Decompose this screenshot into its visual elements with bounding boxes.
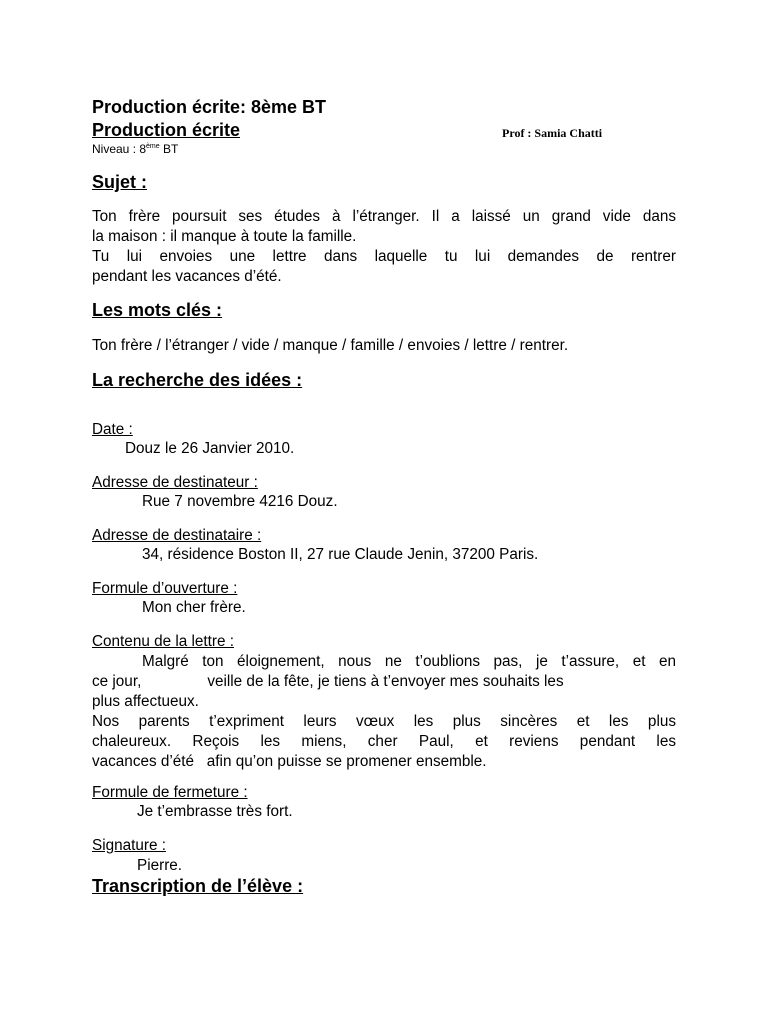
letter-line: chaleureux. Reçois les miens, cher Paul, et reviens pendant les: [92, 733, 676, 750]
sujet-line: Ton frère poursuit ses études à l’étranger. Il a laissé un grand vide dans: [92, 208, 676, 225]
sujet-line: pendant les vacances d’été.: [92, 268, 282, 285]
letter-line: Nos parents t’expriment leurs vœux les plus sincères et les plus: [92, 713, 676, 730]
letter-line: [92, 672, 676, 692]
teacher-name: Prof : Samia Chatti: [502, 126, 603, 140]
transcription-heading: Transcription de l’élève :: [92, 876, 304, 896]
sender-address-value: Rue 7 novembre 4216 Douz.: [142, 493, 338, 510]
level-superscript: ème: [146, 143, 160, 150]
sujet-line: la maison : il manque à toute la famille.: [92, 228, 357, 245]
sender-address-label: Adresse de destinateur :: [92, 474, 258, 491]
level-line: [92, 142, 178, 156]
date-label: Date :: [92, 421, 133, 438]
closing-formula-label: Formule de fermeture :: [92, 784, 248, 801]
document-subtitle: Production écrite: [92, 120, 241, 140]
opening-formula-value: Mon cher frère.: [142, 599, 246, 616]
letter-line-end: veille de la fête, je tiens à t’envoyer mes souhaits les: [207, 673, 564, 690]
closing-formula-value: Je t’embrasse très fort.: [137, 803, 293, 820]
sujet-paragraph: [92, 207, 676, 287]
level-prefix: Niveau : 8: [92, 142, 147, 156]
letter-line: plus affectueux.: [92, 693, 199, 710]
letter-line: vacances d’été afin qu’on puisse se promener ensemble.: [92, 753, 487, 770]
opening-formula-label: Formule d’ouverture :: [92, 580, 238, 597]
recherche-heading: La recherche des idées :: [92, 370, 303, 390]
recipient-address-value: 34, résidence Boston II, 27 rue Claude Jenin, 37200 Paris.: [142, 546, 539, 563]
letter-line: Malgré ton éloignement, nous ne t’oublions pas, je t’assure, et en: [142, 653, 676, 670]
sujet-heading: Sujet :: [92, 172, 148, 192]
document-title: Production écrite: 8ème BT: [92, 97, 327, 117]
mots-cles-heading: Les mots clés :: [92, 300, 223, 320]
recipient-address-label: Adresse de destinataire :: [92, 527, 262, 544]
level-suffix: BT: [159, 142, 179, 156]
letter-content: [92, 652, 676, 772]
letter-line-start: ce jour,: [92, 673, 142, 690]
mots-cles-text: Ton frère / l’étranger / vide / manque / famille / envoies / lettre / rentrer.: [92, 337, 569, 354]
signature-value: Pierre.: [137, 857, 183, 874]
date-value: Douz le 26 Janvier 2010.: [125, 440, 295, 457]
signature-label: Signature :: [92, 837, 166, 854]
sujet-line: Tu lui envoies une lettre dans laquelle tu lui demandes de rentrer: [92, 248, 676, 265]
letter-content-label: Contenu de la lettre :: [92, 633, 235, 650]
